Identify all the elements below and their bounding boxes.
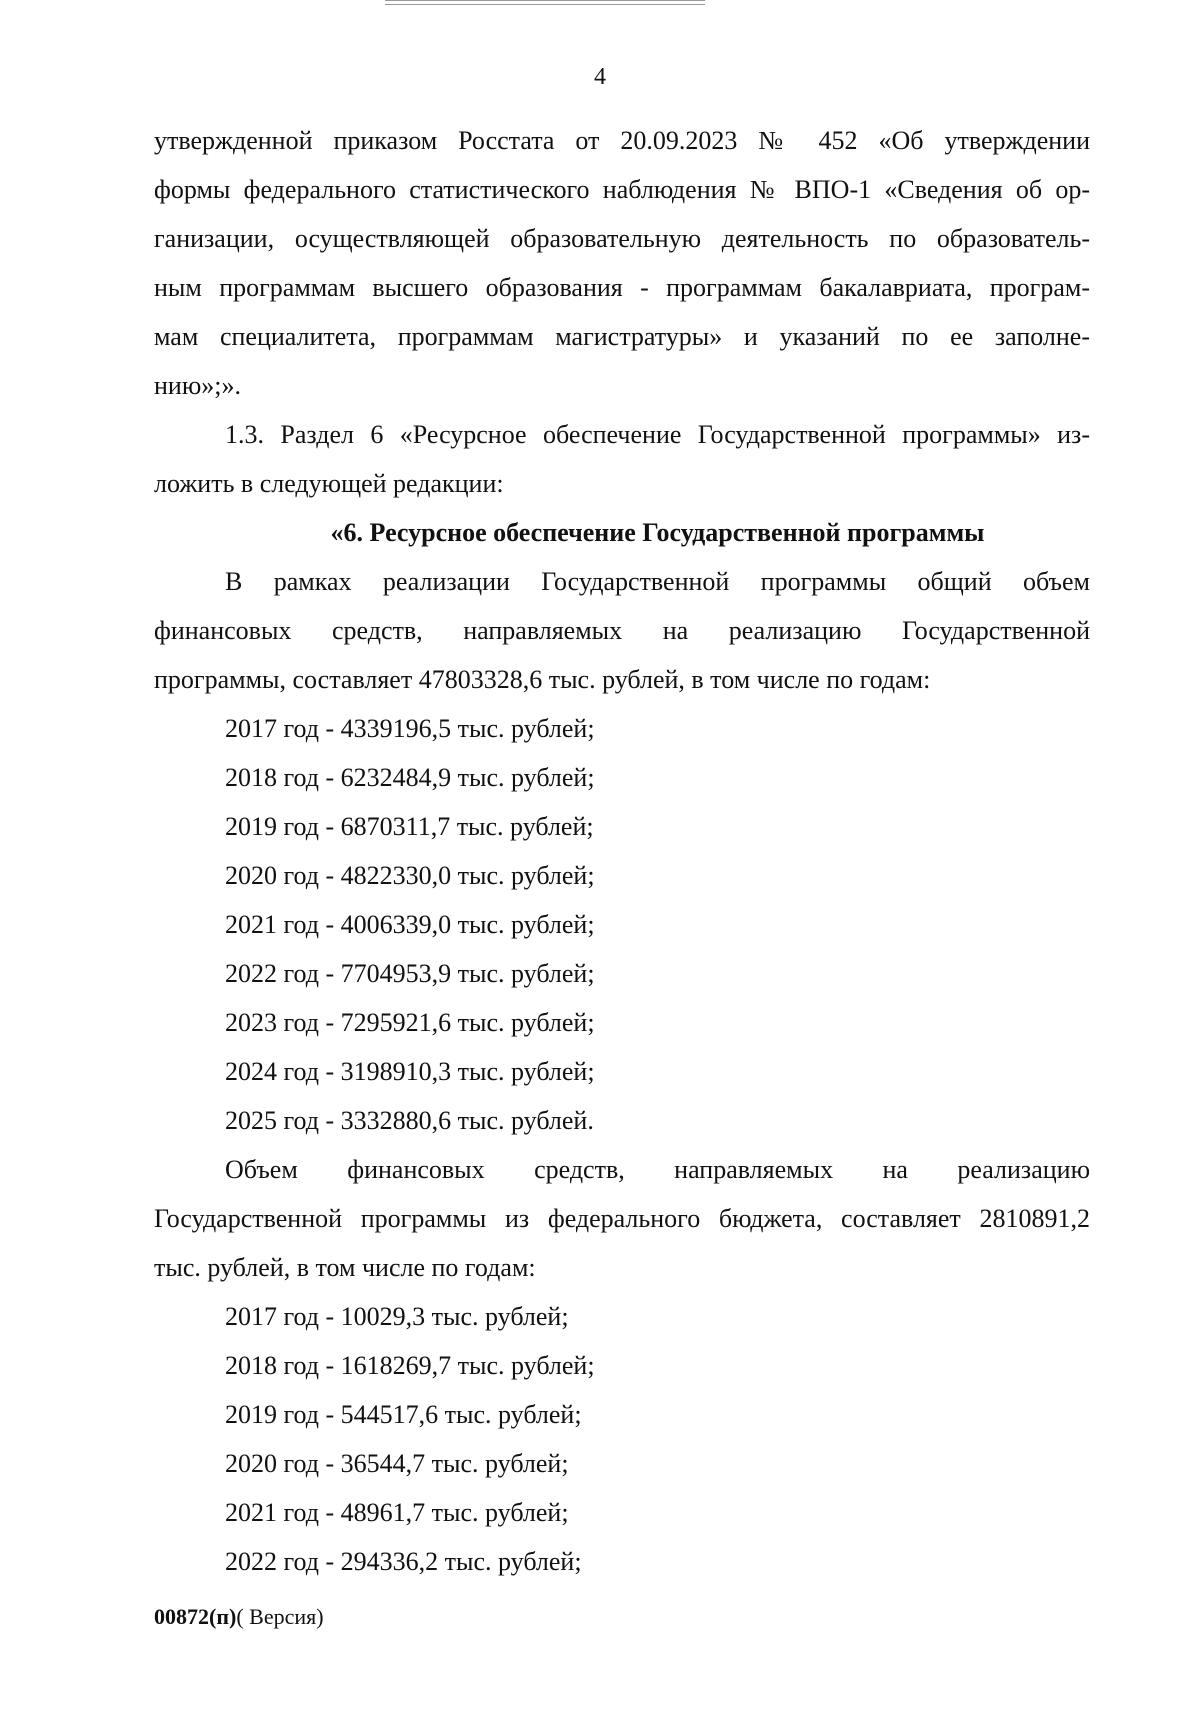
section-13-line: 1.3. Раздел 6 «Ресурсное обеспечение Государственной программы» из- [225,420,1090,449]
intro-line: ганизации, осуществляющей образовательную деятельность по образователь- [154,224,1090,253]
total-year-item: 2021 год - 4006339,0 тыс. рублей; [225,910,595,939]
federal-year-item: 2018 год - 1618269,7 тыс. рублей; [225,1351,595,1380]
intro-line: ным программам высшего образования - программам бакалавриата, програм- [154,273,1090,302]
total-year-item: 2023 год - 7295921,6 тыс. рублей; [225,1008,595,1037]
total-year-item: 2020 год - 4822330,0 тыс. рублей; [225,861,595,890]
document-version: ( Версия) [236,1604,324,1629]
total-year-item: 2024 год - 3198910,3 тыс. рублей; [225,1057,595,1086]
federal-paragraph-line: тыс. рублей, в том числе по годам: [154,1253,536,1282]
federal-year-item: 2021 год - 48961,7 тыс. рублей; [225,1498,569,1527]
document-code: 00872(п) [154,1604,237,1629]
intro-line: мам специалитета, программам магистратуры» и указаний по ее заполне- [154,322,1090,351]
document-body [154,116,1090,1586]
top-rule [385,0,705,5]
federal-year-item: 2022 год - 294336,2 тыс. рублей; [225,1547,582,1576]
total-year-item: 2017 год - 4339196,5 тыс. рублей; [225,714,595,743]
intro-line: формы федерального статистического наблюдения № ВПО-1 «Сведения об ор- [154,175,1090,204]
section-13-line: ложить в следующей редакции: [154,469,504,498]
total-paragraph-line: финансовых средств, направляемых на реализацию Государственной [154,616,1090,645]
federal-paragraph-line: Государственной программы из федерального бюджета, составляет 2810891,2 [154,1204,1090,1233]
federal-year-item: 2020 год - 36544,7 тыс. рублей; [225,1449,569,1478]
page-number: 4 [594,64,606,90]
total-year-item: 2018 год - 6232484,9 тыс. рублей; [225,763,595,792]
intro-line: утвержденной приказом Росстата от 20.09.2023 № 452 «Об утверждении [154,126,1090,155]
federal-paragraph-line: Объем финансовых средств, направляемых на реализацию [225,1155,1090,1184]
intro-line: нию»;». [154,371,241,400]
federal-year-item: 2017 год - 10029,3 тыс. рублей; [225,1302,569,1331]
total-year-item: 2019 год - 6870311,7 тыс. рублей; [225,812,594,841]
document-footer [154,1604,324,1630]
total-year-item: 2025 год - 3332880,6 тыс. рублей. [225,1106,594,1135]
section-heading: «6. Ресурсное обеспечение Государственной программы [330,518,985,547]
federal-year-item: 2019 год - 544517,6 тыс. рублей; [225,1400,582,1429]
total-year-item: 2022 год - 7704953,9 тыс. рублей; [225,959,595,988]
total-paragraph-line: В рамках реализации Государственной программы общий объем [225,567,1090,596]
total-paragraph-line: программы, составляет 47803328,6 тыс. рублей, в том числе по годам: [154,665,931,694]
